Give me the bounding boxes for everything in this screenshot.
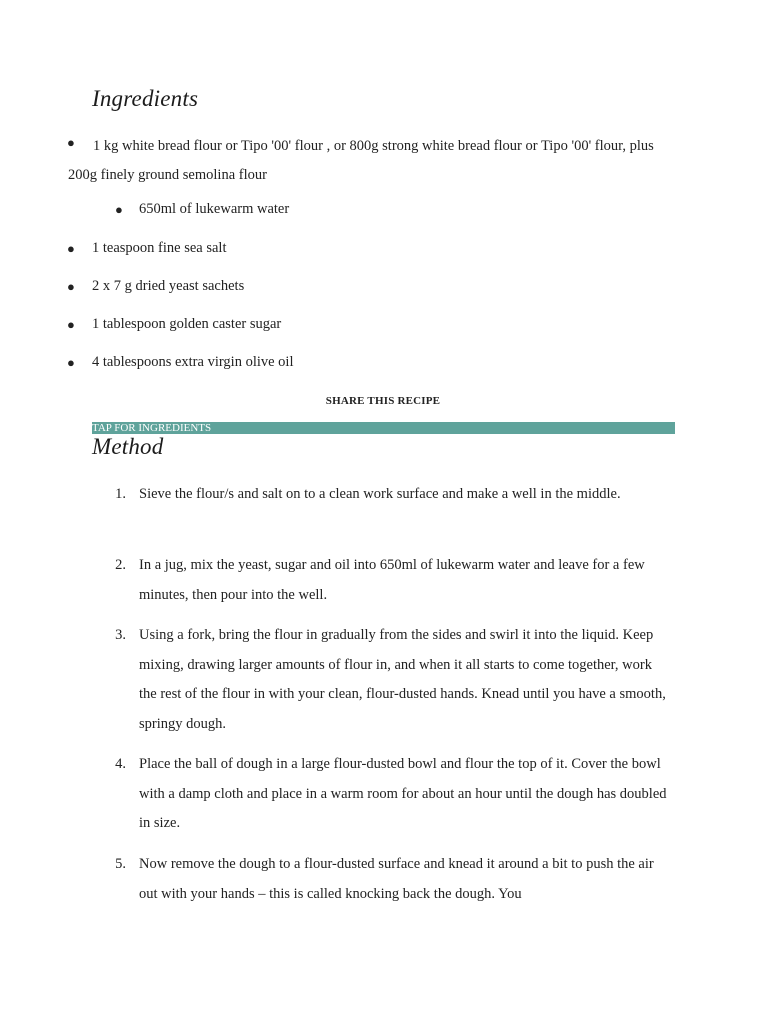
ingredients-heading: Ingredients [92, 86, 199, 111]
ingredient-item: 1 teaspoon fine sea salt [92, 240, 227, 256]
ingredient-item: 2 x 7 g dried yeast sachets [92, 278, 245, 294]
bullet-icon: ● [67, 355, 75, 370]
tap-for-ingredients-button[interactable] [92, 422, 675, 434]
bullet-icon: ● [67, 135, 75, 150]
ingredient-item: 1 tablespoon golden caster sugar [92, 316, 282, 332]
step-number: 2. [115, 557, 126, 573]
share-recipe-link[interactable]: SHARE THIS RECIPE [325, 395, 441, 407]
step-number: 4. [115, 756, 126, 772]
bullet-icon: ● [67, 279, 75, 294]
ingredient-item: 1 kg white bread flour or Tipo '00' flour , or 800g strong white bread flour or Tipo '00' flour, plus 200g finely ground semolina flour [68, 138, 654, 183]
ingredient-item: 650ml of lukewarm water [139, 201, 290, 217]
step-number: 3. [115, 627, 126, 643]
step-text: In a jug, mix the yeast, sugar and oil into 650ml of lukewarm water and leave for a few minutes, then pour into the well. [139, 557, 645, 603]
method-heading: Method [92, 434, 164, 459]
bullet-icon: ● [67, 241, 75, 256]
step-text: Now remove the dough to a flour-dusted surface and knead it around a bit to push the air out with your hands – this is called knocking back the dough. You [139, 856, 654, 902]
step-number: 5. [115, 856, 126, 872]
tap-for-ingredients-label: TAP FOR INGREDIENTS [92, 422, 212, 434]
step-text: Place the ball of dough in a large flour-dusted bowl and flour the top of it. Cover the bowl with a damp cloth and place in a warm room for about an hour until the dough has doubled in size. [139, 756, 667, 831]
step-number: 1. [115, 486, 126, 502]
step-text: Using a fork, bring the flour in gradually from the sides and swirl it into the liquid. Keep mixing, drawing larger amounts of flour in, and when it all starts to come together, work the rest of the flour in with your clean, flour-dusted hands. Knead until you have a smooth, springy dough. [139, 627, 666, 732]
ingredient-item: 4 tablespoons extra virgin olive oil [92, 354, 294, 370]
bullet-icon: ● [67, 317, 75, 332]
bullet-icon: ● [115, 202, 123, 217]
step-text: Sieve the flour/s and salt on to a clean work surface and make a well in the middle. [139, 486, 621, 502]
